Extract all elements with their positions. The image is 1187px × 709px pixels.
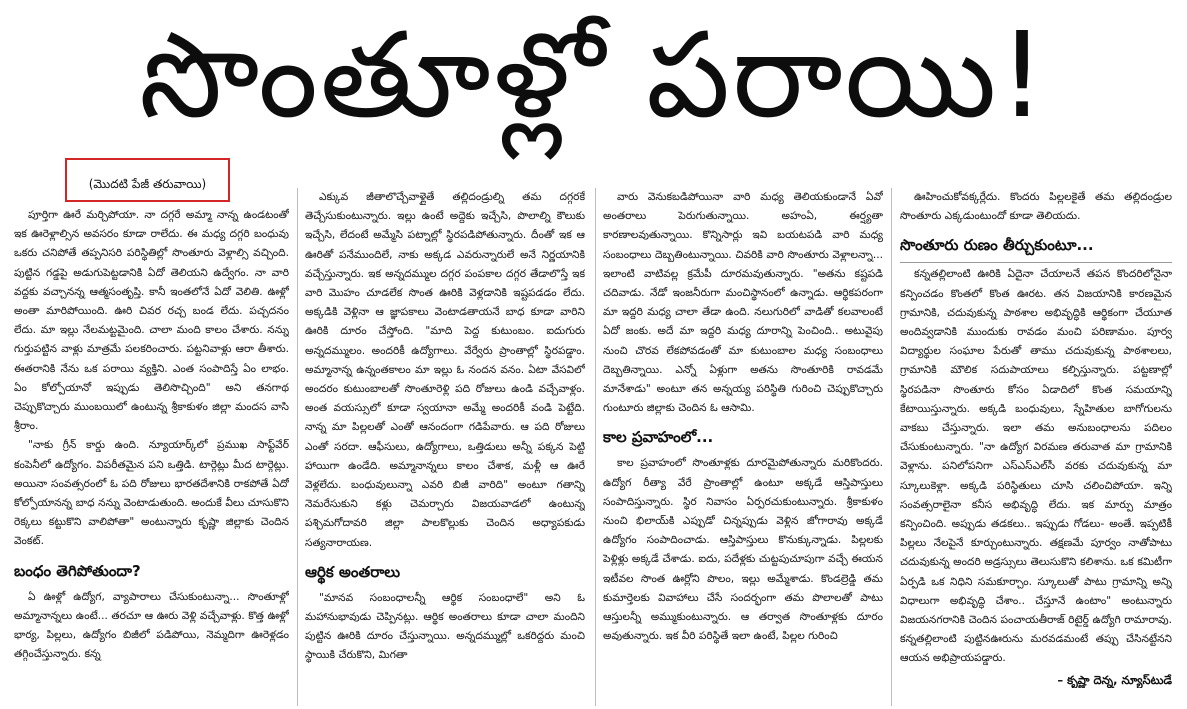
paragraph: ఎక్కువ జీతాలొచ్చేవాళ్లైతే తల్లిదండ్రుల్ని తమ దగ్గరకే తెచ్చేసుకుంటున్నారు. ఇల్లు ఉంటే అద్దెకు ఇచ్చేసి, పొలాల్ని కౌలుకు ఇచ్చేసి, లేదంటే అమ్మేసి పట్నాల్లో స్థిరపడిపోతున్నారు. దీంతో ఇక ఆ ఊరితో పనేముందిలే, నాకు అక్కడ ఎవరున్నారులే అనే నిర్ణయానికి వచ్చేస్తున్నారు. ఇక అన్నదమ్ముల దగ్గర పంపకాల దగ్గర తేడాలొస్తే ఇక వారి మొహం చూడలేక సొంత ఊరికి వెళ్లడానికి ఇష్టపడడం లేదు. అక్కడికి వెళ్లినా ఆ జ్ఞాపకాలు వెంటాడతాయనే బాధ కూడా వారిని ఊరికి దూరం చేస్తోంది. "మాది పెద్ద కుటుంబం. ఐదుగురు అన్నదమ్ములం. అందరికీ ఉద్యోగాలు. వేర్వేరు ప్రాంతాల్లో స్థిరపడ్డాం. అమ్మానాన్న ఉన్నంతకాలం మా ఇల్లు ఓ నందన వనం. ఏటా వేసవిలో అందరం కుటుంబాలతో సొంతూరెళ్లి పది రోజులు ఉండి వచ్చేవాళ్లం. అంత వయస్సులో కూడా స్వయానా అమ్మే అందరికీ వండి పెట్టేది. నాన్న మా పిల్లలతో ఎంతో ఆనందంగా గడిపేవారు. ఆ పది రోజులు ఎంతో సరదా. ఆఫీసులు, ఉద్యోగాలు, ఒత్తిడులు అన్నీ పక్కన పెట్టి హాయిగా ఉండేది. అమ్మానాన్నలు కాలం చేశాక, మళ్లీ ఆ ఊరే వెళ్లలేదు. బంధువులున్నా ఎవరి బిజీ వారిది" అంటూ గతాన్ని నెమరేసుకుని కళ్లు చెమర్చారు విజయవాడలో ఉంటున్న పశ్చిమగోదావరి జిల్లా పాలకొల్లుకు చెందిన అధ్యాపకుడు సత్యనారాయణ. [305, 191, 585, 549]
article-column-1 [14, 206, 289, 706]
column-divider [891, 188, 892, 706]
section-subhead: కాల ప్రవాహంలో... [603, 428, 714, 447]
paragraph: "మానవ సంబంధాలన్నీ ఆర్థిక సంబంధాలే" అని ఓ మహానుభావుడు చెప్పినట్లు. ఆర్థిక అంతరాలు కూడా చాలా మందిని పుట్టిన ఊరికి దూరం చేస్తున్నాయి. అన్నదమ్ముల్లో ఒకరిద్దరు మంచి స్థాయికి చేరుకొని, మిగతా [305, 591, 585, 662]
subhead-rule [900, 262, 1172, 263]
article-column-2 [305, 188, 585, 688]
article-column-4 [900, 188, 1172, 688]
paragraph: ఊహించుకోవక్కర్లేదు. కొందరు పిల్లలకైతే తమ తల్లిదండ్రుల సొంతూరు ఎక్కడుంటుందో కూడా తెలియదు. [900, 191, 1172, 223]
paragraph: పూర్తిగా ఊరే మర్చిపోయా. నా దగ్గరే అమ్మా నాన్న ఉండటంతో ఇక ఊరెళ్లాల్సిన అవసరం కూడా రాలేదు. ఈ మధ్య దగ్గరి బంధువు ఒకరు చనిపోతే తప్పనిసరి పరిస్థితిల్లో సొంతూరు వెళ్లాల్సి వచ్చింది. పుట్టిన గడ్డపై అడుగుపెట్టడానికి ఏదో తెలియని ఉద్వేగం. నా వారి వద్దకు వచ్చానన్న ఆత్మసంతృప్తి. కానీ ఇంతలోనే ఏదో వెలితి. ఊళ్లో అంతా మారిపోయింది. ఊరి చివర రచ్చ బండ లేదు. పచ్చదనం లేదు. మా ఇల్లు నేలమట్టమైంది. చాలా మంది కాలం చేశారు. నన్ను గుర్తుపట్టిన వాళ్లు మాత్రమే పలకరించారు. పట్టనివాళ్లు ఆరా తీశారు. ఈతరానికి నేను ఒక పరాయి వ్యక్తిని. ఎంత సంపాదిస్తే ఏం లాభం. ఏం కోల్పోయానో ఇప్పుడు తెలిసొచ్చింది" అని తనగాథ చెప్పుకొచ్చారు ముంబయిలో ఉంటున్న శ్రీకాకుళం జిల్లా మందస వాసి శ్రీరాం. [14, 209, 289, 433]
article-column-3 [603, 188, 883, 688]
headline: సొంతూళ్లో పరాయి! [139, 6, 1048, 144]
byline: – కృష్ణా దెన్న, న్యూస్‌టుడే [1057, 672, 1172, 687]
section-subhead: సొంతూరు రుణం తీర్చుకుంటూ... [900, 236, 1094, 255]
continued-from-front-page-tag [65, 158, 230, 202]
paragraph: ఏ ఊళ్లో ఉద్యోగ, వ్యాపారాలు చేసుకుంటున్నా... సొంతూళ్లో అమ్మానాన్నలు ఉంటే... తరచూ ఆ ఊరు వెళ్లి వచ్చేవాళ్లు. కొత్త ఊళ్లో భార్య, పిల్లలు, ఉద్యోగం బిజీలో పడిపోయి, నెమ్మదిగా ఊరెళ్లడం తగ్గించేస్తున్నారు. కన్న [14, 590, 289, 661]
column-divider [297, 188, 298, 706]
section-subhead: బంధం తెగిపోతుందా? [14, 561, 141, 580]
paragraph: కాల ప్రవాహంలో సొంతూళ్లకు దూరమైపోతున్నారు మరికొందరు. ఉద్యోగ రీత్యా వేరే ప్రాంతాల్లో ఉంటూ అక్కడే ఆస్తిపాస్తులు సంపాదిస్తున్నారు. స్థిర నివాసం ఏర్పరచుకుంటున్నారు. శ్రీకాకుళం నుంచి భిలాయ్‌కి ఎప్పుడో చిన్నప్పుడు వెళ్లిన జోగారావు అక్కడే ఉద్యోగం సంపాదించాడు. ఆస్తిపాస్తులు కొనుక్కున్నాడు. పిల్లలకు పెళ్లిళ్లు అక్కడే చేశాడు. ఐదు, పదేళ్లకు చుట్టపుచూపుగా వచ్చే ఈయన ఇటీవల సొంత ఊర్లోని పొలం, ఇల్లు అమ్మేశాడు. కొండల్రెడ్డి తమ కుమార్తెలకు వివాహాలు చేసే సందర్భంగా తమ పొలాలతో పాటు ఆస్తులన్నీ అమ్ముకుంటున్నారు. ఆ తర్వాత సొంతూళ్లకు దూరం అవుతున్నారు. ఇక వీరి పరిస్థితే ఇలా ఉంటే, పిల్లల గురించి [603, 457, 883, 643]
section-subhead: ఆర్థిక అంతరాలు [305, 562, 401, 581]
paragraph: వారు వెనుకబడిపోయినా వారి మధ్య తెలియకుండానే ఏవో అంతరాలు పెరుగుతున్నాయి. అహంఏ, ఈర్ష్యతా కారణాలవుతున్నాయి. కొన్నిసార్లు ఇవి బయటపడి వారి మధ్య సంబంధాలు దెబ్బతింటున్నాయి. చివరికి వారి సొంతూరు వెళ్లాలన్నా... ఇలాంటి వాటివల్ల క్రమేపీ దూరమవుతున్నారు. "అతను కష్టపడి చదివాడు. నేడో ఇంజనీరుగా మంచిస్థానంలో ఉన్నాడు. ఆర్థికపరంగా మా ఇద్దరి మధ్య చాలా తేడా ఉంది. నలుగురిలో వాడితో కలవాలంటే ఏదో జంకు. అదే మా ఇద్దరి మధ్య దూరాన్ని పెంచింది.. అటువైపు నుంచి చొరవ లేకపోవడంతో మా కుటుంబాల మధ్య సంబంధాలు దెబ్బతిన్నాయి. ఎన్నో ఏళ్లుగా అతను సొంతూరికి రావడమే మానేశాడు" అంటూ తన అన్నయ్య పరిస్థితి గురించి చెప్పుకొచ్చారు గుంటూరు జిల్లాకు చెందిన ఓ ఆసామి. [603, 191, 883, 415]
paragraph: "నాకు గ్రీన్ కార్డు ఉంది. న్యూయార్క్‌లో ప్రముఖ సాఫ్ట్‌వేర్ కంపెనీలో ఉద్యోగం. విపరీతమైన పని ఒత్తిడి. టార్గెట్లు మీద టార్గెట్లు. అయినా సంవత్సరంలో ఓ పది రోజులు భారతదేశానికి రాకపోతే ఏదో కోల్పోయానన్న బాధ నన్ను వెంటాడుతుంది. అందుకే వీలు చూసుకొని రెక్కలు కట్టుకొని వాలిపోతా" అంటున్నారు కృష్ణా జిల్లాకు చెందిన వెంకట్. [14, 439, 289, 548]
column-divider [595, 188, 596, 706]
continued-label: (మొదటి పేజీ తరువాయి) [88, 177, 207, 191]
paragraph: కన్నతల్లిలాంటి ఊరికి ఏదైనా చేయాలనే తపన కొందరిలోనైనా కన్పించడం కొంతలో కొంత ఊరట. తన విజయానికి కారణమైన గ్రామానికి, చదువుకున్న పాఠశాల అభివృద్ధికి ఆర్థికంగా చేయూత అందివ్వడానికి ముందుకు రావడం మంచి పరిణామం. పూర్వ విద్యార్థుల సంఘాల పేరుతో తాము చదువుకున్న పాఠశాలలు, గ్రామానికి మౌలిక సదుపాయాలు కల్పిస్తున్నారు. పట్టణాల్లో స్థిరపడినా సొంతూరు కోసం ఏడాదిలో కొంత సమయాన్ని కేటాయిస్తున్నారు. అక్కడి బంధువులు, స్నేహితుల బాగోగులను వాకబు చేస్తున్నారు. ఇలా తమ అనుబంధాలను పదిలం చేసుకుంటున్నారు. "నా ఉద్యోగ విరమణ తరువాత మా గ్రామానికి వెళ్లాను. పనిలోపనిగా ఎస్‌ఎస్‌ఎల్‌సీ వరకు చదువుకున్న మా స్కూలుకెళ్లా. అక్కడి పరిస్థితులు చూసి చలించిపోయా. ఇన్ని సంవత్సరాలైనా కనీస అభివృద్ధి లేదు. ఇక మార్పు మాత్రం కన్పించింది. అప్పుడు తడకలు.. ఇప్పుడు గోడలు- అంతే. ఇప్పటికీ పిల్లలు నేలపైనే కూర్చుంటున్నారు. తక్షణమే పూర్వం నాతోపాటు చదువుకున్న అందరి అడ్రస్సులు తెలుసుకొని కలిశాను. ఒక కమిటీగా ఏర్పడి ఒక నిధిని సమకూర్చాం. స్కూలుతో పాటు గ్రామాన్ని అన్ని విధాలుగా అభివృద్ధి చేశాం.. చేస్తూనే ఉంటాం" అంటున్నారు విజయనగరానికి చెందిన పంచాయతీరాజ్ రిటైర్డ్ ఉద్యోగి రామారావు. కన్నతల్లిలాంటి పుట్టినఊరును మరవడమంటే తప్పు చేసినట్టేనని ఆయన అభిప్రాయపడ్డారు. [900, 268, 1172, 665]
